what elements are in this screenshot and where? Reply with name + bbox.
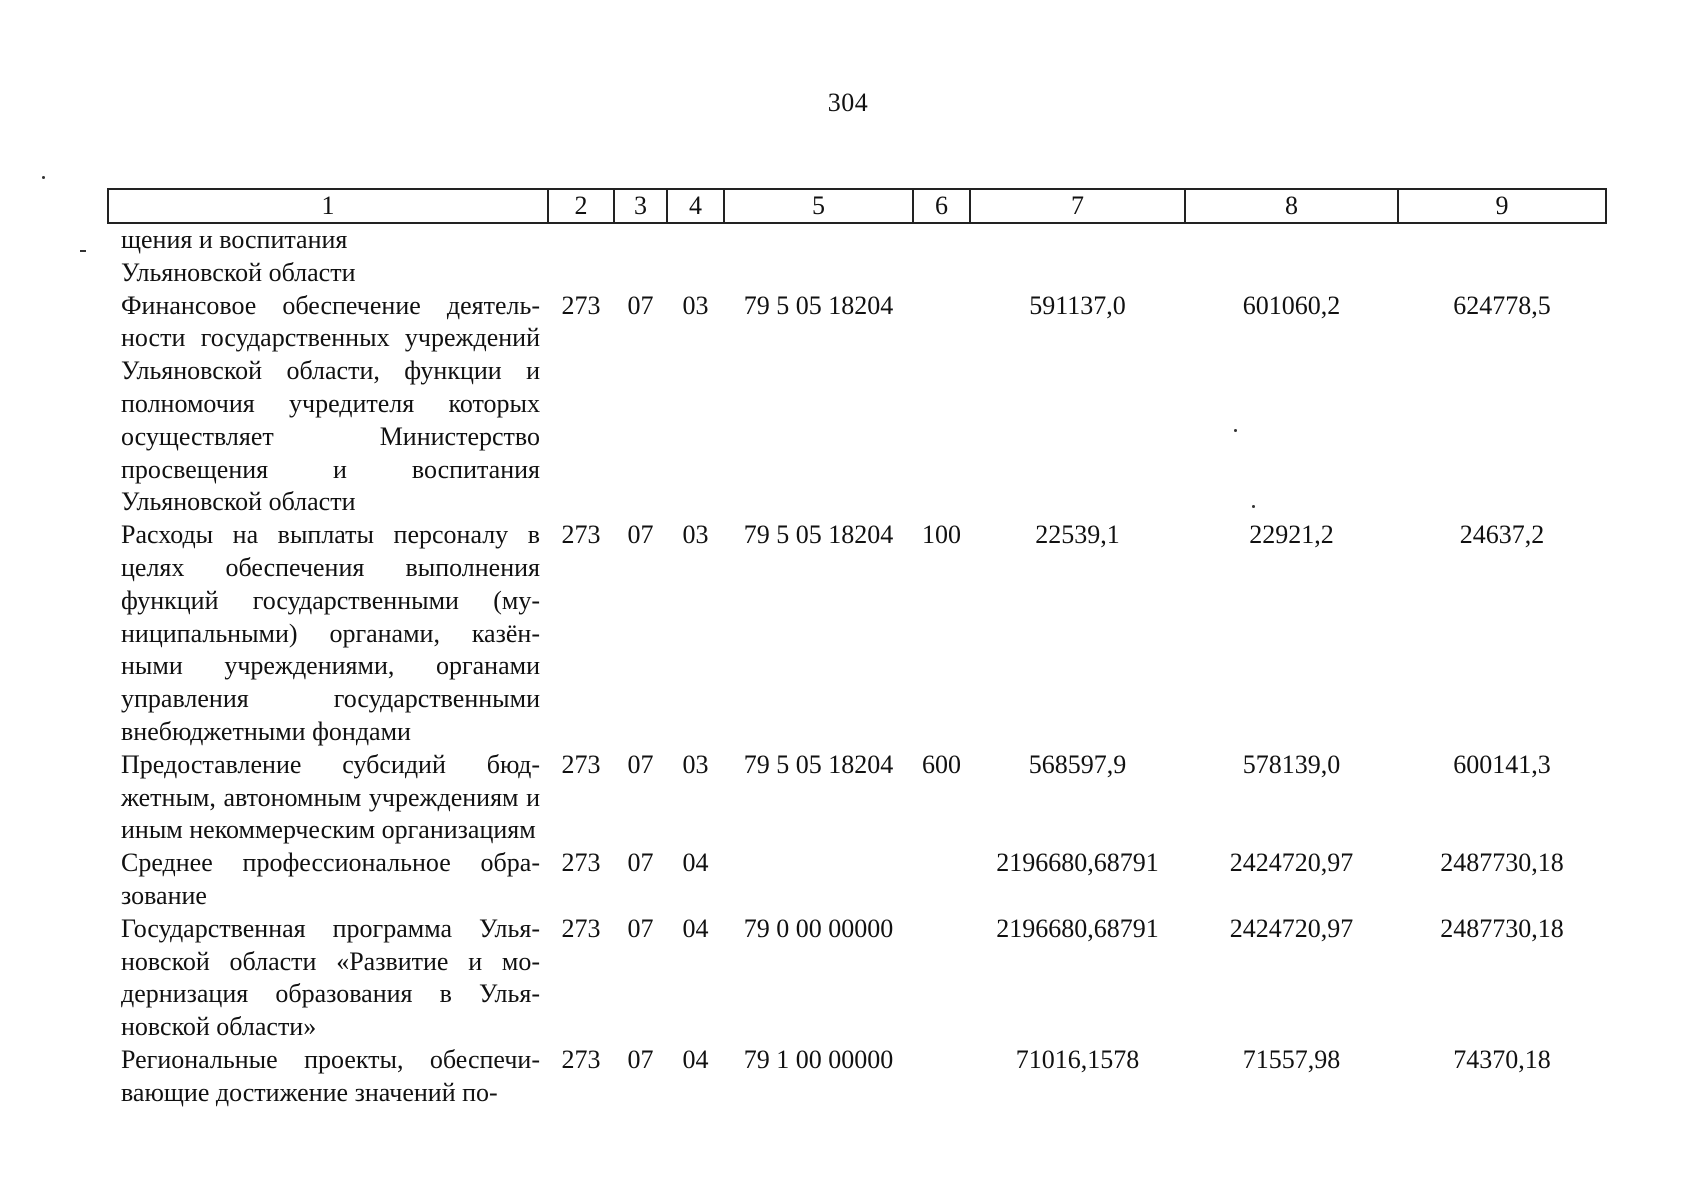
- cell-amount-9: 24637,2: [1459, 520, 1545, 550]
- page-number: 304: [827, 88, 869, 117]
- cell-code-3: [614, 223, 667, 290]
- table-row: [108, 913, 1606, 1044]
- column-header-8: 8: [1185, 189, 1398, 223]
- cell-code-3: 07: [627, 749, 654, 779]
- column-header-2: 2: [548, 189, 614, 223]
- cell-code-3: 07: [627, 913, 654, 943]
- cell-code-4: 04: [682, 913, 709, 943]
- cell-code-2: 273: [561, 290, 601, 320]
- budget-table: [107, 188, 1607, 1110]
- table-row: [108, 223, 1606, 290]
- table-row: [108, 519, 1606, 749]
- cell-code-4: [667, 223, 724, 290]
- cell-code-6: [913, 847, 970, 913]
- row-name: Государственная программа Ульяновской области «Развитие и модернизация образования в Ульяновской области»: [121, 913, 540, 1042]
- cell-amount-7: 71016,1578: [1015, 1044, 1140, 1074]
- cell-amount-9: 600141,3: [1453, 749, 1551, 779]
- cell-code-3: 07: [627, 848, 654, 878]
- cell-amount-8: 2424720,97: [1229, 848, 1354, 878]
- cell-code-5: 79 5 05 18204: [743, 520, 894, 550]
- cell-amount-9: [1398, 223, 1606, 290]
- cell-code-6: [913, 913, 970, 1044]
- cell-code-5: 79 1 00 00000: [743, 1044, 894, 1074]
- cell-amount-7: 568597,9: [1028, 749, 1127, 779]
- cell-code-4: 03: [682, 520, 709, 550]
- row-name: Региональные проекты, обеспечивающие достижение значений по-: [121, 1044, 540, 1107]
- cell-amount-7: 2196680,68791: [996, 848, 1159, 878]
- cell-code-5: [724, 223, 913, 290]
- row-name: Среднее профессиональное образование: [121, 848, 540, 910]
- cell-code-2: 273: [561, 520, 601, 550]
- table-row: [108, 749, 1606, 847]
- cell-code-6: [913, 290, 970, 520]
- cell-amount-8: [1185, 223, 1398, 290]
- cell-code-4: 04: [682, 1044, 709, 1074]
- cell-amount-9: 2487730,18: [1440, 913, 1564, 943]
- scan-speck: [80, 250, 86, 252]
- cell-code-3: 07: [627, 1044, 654, 1074]
- cell-amount-7: 591137,0: [1029, 290, 1126, 320]
- cell-code-4: 03: [682, 290, 709, 320]
- cell-amount-9: 2487730,18: [1440, 848, 1564, 878]
- cell-code-6: 600: [922, 749, 961, 779]
- column-header-9: 9: [1398, 189, 1606, 223]
- table-header-row: [108, 189, 1606, 223]
- cell-code-5: 79 5 05 18204: [743, 290, 894, 320]
- row-name: Расходы на выплаты персоналу в целях обеспечения выполнения функций государственными (муниципальными) органами, казёнными учреждениями, органами управления государственными внебюджетными фондами: [121, 520, 540, 746]
- cell-amount-7: [970, 223, 1185, 290]
- cell-amount-8: 22921,2: [1249, 520, 1334, 550]
- column-header-1: 1: [108, 189, 548, 223]
- cell-amount-8: 2424720,97: [1229, 913, 1354, 943]
- cell-code-2: 273: [561, 1044, 601, 1074]
- cell-amount-9: 74370,18: [1453, 1044, 1551, 1074]
- cell-code-4: 04: [682, 848, 709, 878]
- scan-speck: [42, 176, 45, 179]
- cell-amount-7: 22539,1: [1035, 520, 1120, 550]
- table-row: [108, 290, 1606, 520]
- table-row: [108, 1044, 1606, 1110]
- row-name: Финансовое обеспечение деятельности государственных учреждений Ульяновской области, функции и полномочия учредителя которых осуществляет Министерство просвещения и воспитания Ульяновской области: [121, 290, 540, 517]
- column-header-5: 5: [724, 189, 913, 223]
- column-header-7: 7: [970, 189, 1185, 223]
- column-header-6: 6: [913, 189, 970, 223]
- cell-code-2: [548, 223, 614, 290]
- cell-code-3: 07: [627, 290, 654, 320]
- cell-amount-7: 2196680,68791: [996, 913, 1159, 943]
- cell-amount-8: 71557,98: [1242, 1044, 1341, 1074]
- cell-amount-9: 624778,5: [1453, 290, 1551, 320]
- cell-code-5: [724, 847, 913, 913]
- cell-code-2: 273: [561, 913, 601, 943]
- cell-code-5: 79 5 05 18204: [743, 749, 894, 779]
- column-header-3: 3: [614, 189, 667, 223]
- row-name: щения и воспитания Ульяновской области: [121, 225, 356, 287]
- row-name: Предоставление субсидий бюджетным, автономным учреждениям и иным некоммерческим организациям: [121, 749, 540, 845]
- cell-code-2: 273: [561, 848, 601, 878]
- cell-amount-8: 578139,0: [1242, 749, 1341, 779]
- cell-code-5: 79 0 00 00000: [743, 913, 894, 943]
- cell-code-6: [913, 1044, 970, 1110]
- cell-code-3: 07: [627, 520, 654, 550]
- cell-code-4: 03: [682, 749, 709, 779]
- cell-code-6: [913, 223, 970, 290]
- cell-code-2: 273: [561, 749, 601, 779]
- cell-code-6: 100: [922, 520, 961, 550]
- cell-amount-8: 601060,2: [1242, 290, 1341, 320]
- table-row: [108, 847, 1606, 913]
- column-header-4: 4: [667, 189, 724, 223]
